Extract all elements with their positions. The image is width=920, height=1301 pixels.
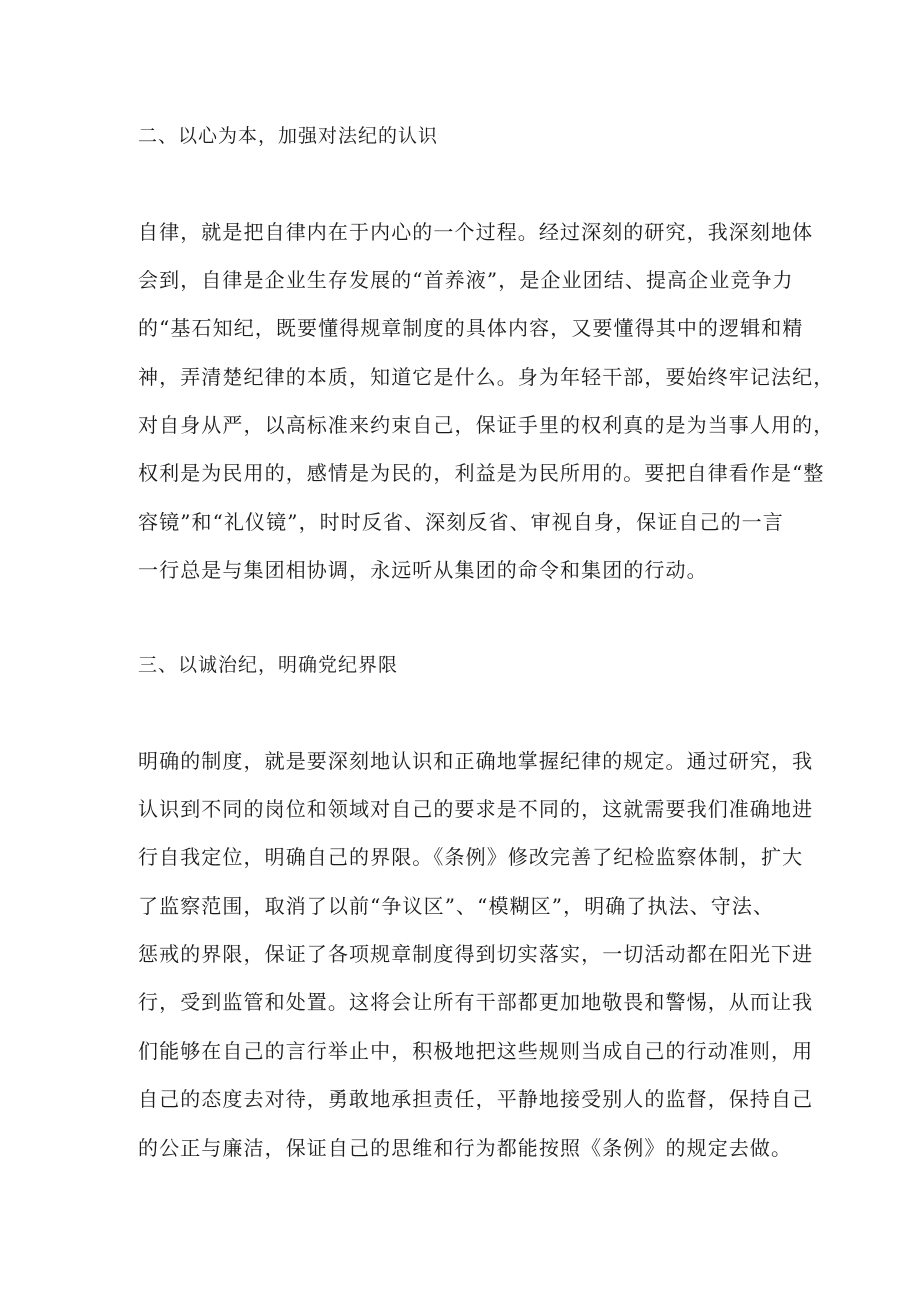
paragraph-line: 对自身从严，以高标准来约束自己，保证手里的权利真的是为当事人用的， [138, 413, 835, 437]
paragraph-line: 了监察范围，取消了以前“争议区”、“模糊区”，明确了执法、守法、 [138, 894, 775, 918]
paragraph-line: 容镜”和“礼仪镜”，时时反省、深刻反省、审视自身，保证自己的一言 [138, 510, 784, 534]
paragraph-line: 惩戒的界限，保证了各项规章制度得到切实落实，一切活动都在阳光下进 [138, 942, 814, 966]
paragraph-line: 的公正与廉洁，保证自己的思维和行为都能按照《条例》的规定去做。 [138, 1136, 793, 1160]
paragraph-line: 自己的态度去对待，勇敢地承担责任，平静地接受别人的监督，保持自己 [138, 1087, 814, 1111]
paragraph-line: 认识到不同的岗位和领域对自己的要求是不同的，这就需要我们准确地进 [138, 797, 814, 821]
paragraph-line: 神，弄清楚纪律的本质，知道它是什么。身为年轻干部，要始终牢记法纪， [138, 365, 835, 389]
paragraph-line: 行，受到监管和处置。这将会让所有干部都更加地敬畏和警惕，从而让我 [138, 990, 814, 1014]
paragraph-line: 权利是为民用的，感情是为民的，利益是为民所用的。要把自律看作是“整 [138, 461, 825, 485]
paragraph-line: 会到，自律是企业生存发展的“首养液”，是企业团结、提高企业竞争力 [138, 268, 794, 292]
paragraph-line: 们能够在自己的言行举止中，积极地把这些规则当成自己的行动准则，用 [138, 1039, 814, 1063]
paragraph-line: 的“基石知纪，既要懂得规章制度的具体内容，又要懂得其中的逻辑和精 [138, 316, 804, 340]
paragraph-line: 行自我定位，明确自己的界限。《条例》修改完善了纪检监察体制，扩大 [138, 845, 804, 869]
paragraph-line: 一行总是与集团相协调，永远听从集团的命令和集团的行动。 [138, 558, 708, 582]
section-2-heading: 二、以心为本，加强对法纪的认识 [138, 125, 439, 147]
paragraph-line: 明确的制度，就是要深刻地认识和正确地掌握纪律的规定。通过研究，我 [138, 749, 814, 773]
section-3-heading: 三、以诚治纪，明确党纪界限 [138, 654, 399, 676]
paragraph-line: 自律，就是把自律内在于内心的一个过程。经过深刻的研究，我深刻地体 [138, 220, 814, 244]
